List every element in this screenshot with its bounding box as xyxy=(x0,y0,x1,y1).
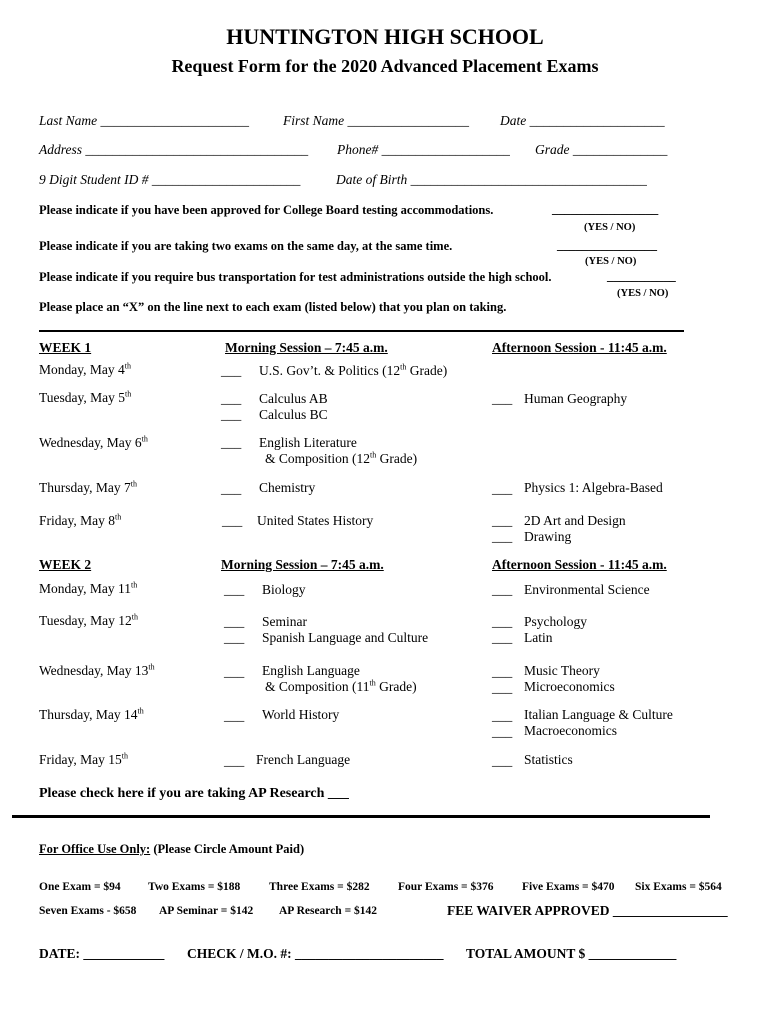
divider xyxy=(39,330,684,332)
fee-four-exams: Four Exams = $376 xyxy=(398,881,494,893)
bus-yes-no: (YES / NO) xyxy=(617,288,669,299)
fee-one-exam: One Exam = $94 xyxy=(39,881,121,893)
accommodations-question: Please indicate if you have been approved for College Board testing accommodations. xyxy=(39,203,494,217)
exam-checkbox[interactable]: ___ xyxy=(224,664,245,679)
exam-french-language: French Language xyxy=(256,752,351,767)
exam-checkbox[interactable]: ___ xyxy=(221,391,242,406)
exam-english-literature-line2: & Composition (12th Grade) xyxy=(265,450,418,466)
exam-checkbox[interactable]: ___ xyxy=(224,614,245,629)
last-name-field[interactable]: Last Name ______________________ xyxy=(39,113,250,128)
day-label: Thursday, May 14th xyxy=(39,706,144,722)
exam-english-literature: English Literature xyxy=(259,435,357,450)
fee-two-exams: Two Exams = $188 xyxy=(148,881,241,893)
day-label: Wednesday, May 13th xyxy=(39,662,155,678)
week2-heading: WEEK 2 xyxy=(39,557,92,572)
exam-checkbox[interactable]: ___ xyxy=(222,513,243,528)
exam-checkbox[interactable]: ___ xyxy=(221,407,242,422)
first-name-field[interactable]: First Name __________________ xyxy=(283,113,470,128)
exam-checkbox[interactable]: ___ xyxy=(492,708,513,723)
exam-us-gov: U.S. Gov’t. & Politics (12th Grade) xyxy=(259,362,448,378)
fee-seven-exams: Seven Exams - $658 xyxy=(39,905,137,917)
exam-statistics: Statistics xyxy=(524,752,573,767)
bus-answer-line[interactable]: ___________ xyxy=(607,269,676,283)
exam-checkbox[interactable]: ___ xyxy=(492,513,513,528)
exam-checkbox[interactable]: ___ xyxy=(492,529,513,544)
exam-biology: Biology xyxy=(262,582,306,597)
fee-ap-seminar: AP Seminar = $142 xyxy=(159,905,254,917)
fee-five-exams: Five Exams = $470 xyxy=(522,881,615,893)
check-number-field[interactable]: CHECK / M.O. #: ______________________ xyxy=(187,946,444,961)
exam-checkbox[interactable]: ___ xyxy=(492,664,513,679)
exam-us-history: United States History xyxy=(257,513,374,528)
exam-music-theory: Music Theory xyxy=(524,663,600,678)
student-id-field[interactable]: 9 Digit Student ID # ______________________ xyxy=(39,172,301,187)
exam-physics-1: Physics 1: Algebra-Based xyxy=(524,480,663,495)
exam-checkbox[interactable]: ___ xyxy=(224,630,245,645)
accommodations-yes-no: (YES / NO) xyxy=(584,222,636,233)
exam-checkbox[interactable]: ___ xyxy=(492,680,513,695)
exam-checkbox[interactable]: ___ xyxy=(224,708,245,723)
fee-waiver-field[interactable]: FEE WAIVER APPROVED _________________ xyxy=(447,903,728,918)
same-time-answer-line[interactable]: ________________ xyxy=(557,238,657,252)
exam-seminar: Seminar xyxy=(262,614,307,629)
week2-afternoon-heading: Afternoon Session - 11:45 a.m. xyxy=(492,557,667,572)
day-label: Friday, May 15th xyxy=(39,751,128,767)
week2-morning-heading: Morning Session – 7:45 a.m. xyxy=(221,557,384,572)
day-label: Friday, May 8th xyxy=(39,512,122,528)
fee-six-exams: Six Exams = $564 xyxy=(635,881,722,893)
dob-field[interactable]: Date of Birth ___________________________________ xyxy=(336,172,647,187)
divider xyxy=(12,815,710,818)
instruction-text: Please place an “X” on the line next to each exam (listed below) that you plan on taking. xyxy=(39,300,507,314)
exam-calculus-bc: Calculus BC xyxy=(259,407,328,422)
bus-question: Please indicate if you require bus transportation for test administrations outside the high school. xyxy=(39,270,552,284)
exam-checkbox[interactable]: ___ xyxy=(221,363,242,378)
exam-english-language-line2: & Composition (11th Grade) xyxy=(265,678,417,694)
week1-heading: WEEK 1 xyxy=(39,340,92,355)
exam-checkbox[interactable]: ___ xyxy=(492,753,513,768)
fee-ap-research: AP Research = $142 xyxy=(279,905,378,917)
exam-checkbox[interactable]: ___ xyxy=(492,582,513,597)
fee-three-exams: Three Exams = $282 xyxy=(269,881,370,893)
exam-checkbox[interactable]: ___ xyxy=(492,724,513,739)
form-subtitle: Request Form for the 2020 Advanced Placement Exams xyxy=(171,56,599,76)
exam-microeconomics: Microeconomics xyxy=(524,679,615,694)
exam-calculus-ab: Calculus AB xyxy=(259,391,328,406)
exam-english-language: English Language xyxy=(262,663,360,678)
exam-latin: Latin xyxy=(524,630,553,645)
accommodations-answer-line[interactable]: _________________ xyxy=(552,202,659,216)
address-field[interactable]: Address _________________________________ xyxy=(39,142,309,157)
exam-checkbox[interactable]: ___ xyxy=(224,582,245,597)
exam-checkbox[interactable]: ___ xyxy=(221,435,242,450)
exam-world-history: World History xyxy=(262,707,340,722)
day-label: Tuesday, May 12th xyxy=(39,612,138,628)
office-use-section: For Office Use Only: (Please Circle Amount Paid) xyxy=(39,842,305,856)
day-label: Tuesday, May 5th xyxy=(39,389,132,405)
day-label: Thursday, May 7th xyxy=(39,479,137,495)
day-label: Monday, May 11th xyxy=(39,580,138,596)
day-label: Monday, May 4th xyxy=(39,361,131,377)
week1-morning-heading: Morning Session – 7:45 a.m. xyxy=(225,340,388,355)
exam-checkbox[interactable]: ___ xyxy=(221,481,242,496)
day-label: Wednesday, May 6th xyxy=(39,434,148,450)
exam-checkbox[interactable]: ___ xyxy=(492,391,513,406)
same-time-yes-no: (YES / NO) xyxy=(585,256,637,267)
exam-2d-art: 2D Art and Design xyxy=(524,513,626,528)
exam-checkbox[interactable]: ___ xyxy=(224,753,245,768)
same-time-question: Please indicate if you are taking two exams on the same day, at the same time. xyxy=(39,239,453,253)
exam-spanish-language: Spanish Language and Culture xyxy=(262,630,429,645)
exam-environmental-science: Environmental Science xyxy=(524,582,650,597)
exam-italian-language: Italian Language & Culture xyxy=(524,707,673,722)
week1-afternoon-heading: Afternoon Session - 11:45 a.m. xyxy=(492,340,667,355)
phone-field[interactable]: Phone# ___________________ xyxy=(337,142,510,157)
exam-checkbox[interactable]: ___ xyxy=(492,614,513,629)
exam-human-geography: Human Geography xyxy=(524,391,628,406)
exam-chemistry: Chemistry xyxy=(259,480,316,495)
exam-psychology: Psychology xyxy=(524,614,588,629)
school-title: HUNTINGTON HIGH SCHOOL xyxy=(226,24,544,49)
date-field[interactable]: Date ____________________ xyxy=(500,113,665,128)
grade-field[interactable]: Grade ______________ xyxy=(535,142,668,157)
total-amount-field[interactable]: TOTAL AMOUNT $ _____________ xyxy=(466,946,677,961)
exam-checkbox[interactable]: ___ xyxy=(492,630,513,645)
office-date-field[interactable]: DATE: ____________ xyxy=(39,946,165,961)
ap-research-checkbox[interactable]: Please check here if you are taking AP Research ___ xyxy=(39,786,349,801)
exam-drawing: Drawing xyxy=(524,529,572,544)
exam-checkbox[interactable]: ___ xyxy=(492,481,513,496)
exam-macroeconomics: Macroeconomics xyxy=(524,723,617,738)
